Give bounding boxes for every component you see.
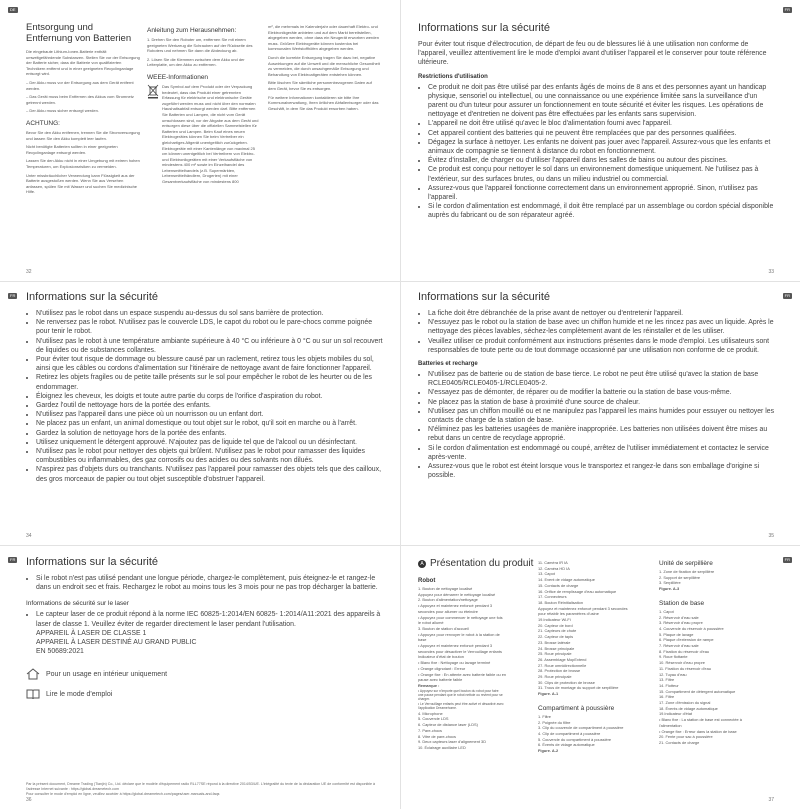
language-tag: FR (784, 7, 790, 12)
robot-col-3 (659, 560, 779, 746)
list-item: • Ne placez pas la station de base à proximité d'une source de chaleur. (428, 398, 778, 407)
language-tag: FR (10, 557, 16, 562)
list (418, 309, 778, 355)
achtung-block: Bevor Sie den Akku entfernen, trennen Sie die Stromversorgung und lassen Sie den Akku komplett leer laufen. Nicht benötigte Batterien sollten in einer geeigneten Recyclinganlage entsorgt werden. Lassen Sie den Akku nicht in einer Umgebung mit extrem hohen Temperaturen, um Explosionsrisiken zu vermeiden. Unter missbräuchlicher Verwendung kann Flüssigkeit aus der Batterie ausgestoßen werden. Wenn Sie aus Versehen anfassen, spülen Sie mit Wasser und suchen Sie medizinische Hilfe. (26, 129, 140, 195)
list-item: • Gardez la solution de nettoyage hors de la portée des enfants. (36, 429, 386, 438)
page-number: 35 (768, 533, 774, 539)
list-item: • N'essayez pas de démonter, de réparer ou de modifier la batterie ou la station de base vous-même. (428, 388, 778, 397)
read-manual-label: Lire le mode d'emploi (46, 690, 113, 698)
crossed-bin-icon (147, 84, 159, 99)
section-title: Informations de sécurité sur le laser (26, 600, 129, 608)
list-item: • Éloignez les cheveux, les doigts et toute autre partie du corps de l'orifice d'aspiration du robot. (36, 392, 386, 401)
list-item: • N'utilisez pas le robot dans un espace suspendu au-dessus du sol sans barrière de protection. (36, 309, 386, 318)
robot-col-1 (418, 578, 536, 751)
list-item: • Si le cordon d'alimentation est endommagé ou coupé, arrêtez de l'utiliser immédiatement et contactez le service après-vente. (428, 444, 778, 462)
laser-line: APPAREIL À LASER DE CLASSE 1 (36, 629, 147, 637)
page-title: Informations sur la sécurité (26, 291, 159, 303)
list-item: • Assurez-vous que l'appareil fonctionne correctement dans un environnement approprié. Sinon, n'utilisez pas l'appareil. (428, 184, 778, 202)
page-title: Informations sur la sécurité (26, 556, 159, 568)
section-title: Robot (418, 578, 436, 584)
list (26, 309, 386, 484)
list-item: • Assurez-vous que le robot est éteint lorsque vous le transportez et rangez-le dans son emballage d'origine si possible. (428, 462, 778, 480)
list-item: • Si le robot n'est pas utilisé pendant une longue période, chargez-le complètement, puis éteignez-le et rangez-le dans un endroit sec et frais. Rechargez le robot au moins tous les 3 mois pour ne pas trop décharger la batterie. (36, 574, 386, 592)
indoor-use-row (26, 668, 386, 680)
laser-line: EN 50689:2021 (36, 648, 84, 656)
list-item: • Ce produit ne doit pas être utilisé par des enfants âgés de moins de 8 ans et des personnes ayant un handicap physique, sensoriel ou intellectuel, ou une connaissance ou une expérience limitée sans la surveillance d'un parent ou d'un tuteur pour assurer un fonctionnement en toute sécurité et éviter les risques. Les opérations de nettoyage et d'entretien ne doivent pas être effectuées par les enfants sans supervision. (428, 83, 778, 120)
list-item: • Utilisez uniquement le détergent approuvé. N'ajoutez pas de liquide tel que de l'alcool ou un désinfectant. (36, 438, 386, 447)
content (26, 556, 386, 708)
list (26, 610, 386, 656)
page-35 (401, 282, 800, 545)
page-title: Présentation du produit (430, 558, 534, 569)
text-block: 1. Drehen Sie den Roboter um, entfernen Sie mit einem geeigneten Werkzeug die Schrauben auf der Rückseite des Roboters und nehmen Sie dann die Abdeckung ab. 2. Lösen Sie die Klemmen zwischen dem Akku und der Leiterplatte, um den Akku zu entfernen. (147, 37, 253, 68)
list-item: • N'utilisez pas le robot à une température ambiante supérieure à 40 °C ou inférieure à 0 °C ou sur un sol recouvert de liquides ou de substances collantes. (36, 337, 386, 355)
page-32 (0, 0, 400, 281)
list-item: • Si le cordon d'alimentation est endommagé, il doit être remplacé par un assemblage ou cordon spécial disponible auprès du fabricant ou de son réparateur agréé. (428, 202, 778, 220)
language-tag: FR (10, 293, 16, 298)
house-icon (26, 668, 40, 680)
page-title: Informations sur la sécurité (418, 22, 551, 34)
text-block: m², die mehrmals im Kalenderjahr oder dauerhaft Elektro- und Elektronikgeräte anbieten und auf dem Markt bereitstellen, abgegeben werden, ohne dass ein Neugerät erworben werden muss. Größere Elektrogeräte können kostenlos bei kommunalen Wertstoffhöfen abgegeben werden. Durch die korrekte Entsorgung tragen Sie dazu bei, negative Auswirkungen auf die Umwelt und die menschliche Gesundheit zu vermeiden, die durch unsachgemäße Entsorgung und Behandlung von Elektroaltgeräten entstehen können. Bitte löschen Sie sämtliche personenbezogenen Daten auf dem Gerät, bevor Sie es entsorgen. Für weitere Informationen kontaktieren sie bitte Ihre Kommunalverwaltung, Ihren örtlichen Abfallentsorger oder das Geschäft, in dem Sie das Produkt erworben haben. (268, 24, 380, 111)
text-block: Die eingebaute Lithium-Ionen-Batterie enthält umweltgefährdende Substanzen. Stellen Sie vor der Entsorgung der Batterie sicher, dass die Batterie von qualifizierten Technikern entfernt und in einer geeigneten Recyclinganlage entsorgt wird. – Der Akku muss vor der Entsorgung aus dem Gerät entfernt werden. – Das Gerät muss beim Entfernen des Akkus vom Stromnetz getrennt werden. – Der Akku muss sicher entsorgt werden. (26, 49, 140, 114)
laser-line: APPAREIL À LASER DESTINÉ AU GRAND PUBLIC (36, 639, 197, 647)
section-a-icon: A (418, 560, 426, 568)
list-item: • La fiche doit être débranchée de la prise avant de nettoyer ou d'entretenir l'appareil. (428, 309, 778, 318)
weee-block: Das Symbol auf dem Produkt oder der Verpackung bedeutet, dass das Produkt einer getrennten Erfassung für elektrische und elektronische Geräte zugeführt werden muss und nicht über den normalen Haushaltsabfall entsorgt werden darf. Bitte entfernen Sie Batterien und Lampen, die nicht vom Gerät umschlossen sind, vor der Abgabe aus dem Gerät und entsorgen diese über die offiziellen Sammelstellen für Batterien und Lampen. Beim Kauf eines neuen Elektrogerätes können Sie beim Vertreiber ein gleichartiges Altgerät unentgeltlich zurückgeben. Elektrogeräte mit einer Kantenlänge von maximal 25 cm können unentgeltlich bei Vertreibern von Elektro- und Elektronikgeräten mit einer Verkaufsfläche von mindestens 400 m² sowie im Einzelhandel des Lebensmittelhandels (z.B. Supermärkten, Lebensmittelhändlern, Drogerien) mit einer Gesamtverkaufsfläche von mindestens 800 (147, 84, 259, 188)
column-3 (268, 24, 380, 114)
section-title: Batteries et recharge (418, 361, 478, 368)
list-item: • N'utilisez pas un chiffon mouillé ou et ne manipulez pas l'appareil les mains humides pour essuyer ou nettoyer les contacts de charge de la station de base. (428, 407, 778, 425)
page-number: 37 (768, 797, 774, 803)
list-item: • N'utilisez pas l'appareil dans une pièce où un nourrisson ou un enfant dort. (36, 410, 386, 419)
page-33 (401, 0, 800, 281)
list-item: • Dégagez la surface à nettoyer. Les enfants ne doivent pas jouer avec l'appareil. Assurez-vous que les enfants et animaux de compagnie se tiennent à distance du robot en fonctionnement. (428, 138, 778, 156)
section-title: Anleitung zum Herausnehmen: (147, 27, 237, 34)
footer-text: Par la présent document, Dreame Trading (Tianjin) Co., Ltd. déclare que le modèle d'équipement radio RLL77SE répond à la directive 2014/53/UE. L'intégralité du texte de la déclaration UE de conformité est disponible à l'adresse Internet suivante : https://global.dreametech.com Pour consulter le mode d'emploi en ligne, veuillez accéder à https://global.dreametech.com/pages/user-manuals-and-faqs (26, 782, 376, 796)
section-title: Compartiment à poussière (538, 704, 615, 712)
page-37 (401, 546, 800, 809)
page-number: 32 (26, 269, 32, 275)
list-item: • Ne renversez pas le robot. N'utilisez pas le couvercle LDS, le capot du robot ou le pare-chocs comme poignée pour tenir le robot. (36, 318, 386, 336)
section-title: Restrictions d'utilisation (418, 73, 488, 80)
list-item: • Ce produit est conçu pour nettoyer le sol dans un environnement domestique uniquement. Ne l'utilisez pas à l'extérieur, sur des surfaces brutes, ou dans un milieu industriel ou commercial. (428, 165, 778, 183)
robot-list: 1. Bouton de nettoyage localisé Appuyez pour démarrer le nettoyage localisé 2. Bouton d'alimentation/nettoyage • Appuyez et maintenez enfoncé pendant 3 secondes pour allumer ou éteindre • Appuyez pour commencer le nettoyage une fois le robot allumé 3. Bouton de station d'accueil • Appuyez pour renvoyer le robot à la station de base • Appuyez et maintenez enfoncé pendant 3 secondes pour désactiver le Verrouillage enfants Indicateur d'état de bouton • Blanc fixe : Nettoyage ou lavage terminé • Orange clignotant : Erreur • Orange fixe : En attente avec batterie faible ou en pause avec batterie faible Remarque : • Appuyez sur n'importe quel bouton du robot pour faire une pause pendant que le robot nettoie ou revient pour se charger. • Le Verrouillage enfants peut être activé et désactivé avec l'application Dreamehome. 4. Microphone 5. Couvercle LDS 6. Capteur de distance laser (LDS) 7. Pare-chocs 8. Vitre de pare-chocs 9. Deux capteurs laser d'alignement 3D 10. Éclairage auxiliaire LED (418, 586, 507, 750)
page-34 (0, 282, 400, 545)
list-item: • Cet appareil contient des batteries qui ne peuvent être remplacées que par des personnes qualifiées. (428, 129, 778, 138)
content (26, 291, 386, 484)
list-item: • N'essuyez pas le robot ou la station de base avec un chiffon humide et ne les rincez pas avec un liquide. Après le nettoyage des pièces lavables, séchez-les complètement avant de les réinstaller et de les utiliser. (428, 318, 778, 336)
list (418, 83, 778, 221)
section-title: Unité de serpillière (659, 560, 713, 567)
language-tag: DE (10, 7, 16, 12)
list (26, 574, 386, 592)
list-item: • L'appareil ne doit être utilisé qu'avec le bloc d'alimentation fourni avec l'appareil. (428, 119, 778, 128)
language-tag: FR (784, 557, 790, 562)
list-item: • Veuillez utiliser ce produit conformément aux instructions présentes dans le mode d'emploi. Les utilisateurs sont responsables de toute perte ou de tout dommage occasionné par une utilisation non conforme de ce produit. (428, 337, 778, 355)
section-title: Station de base (659, 599, 705, 607)
page-title: Informations sur la sécurité (418, 291, 551, 303)
robot-list: 11. Caméra IR IA 12. Caméra HD IA 13. Capot 14. Event de vidage automatique 15. Contacts de charge 16. Orifice de remplissage d'eau automatique 17. Connecteurs 18. Bouton Réinitialisation Appuyez et maintenez enfoncé pendant 3 secondes pour rétablir les paramètres d'usine 19.Indicateur Wi-Fi 20. Capteur de bord 21. Capteurs de chute 22. Capteur de tapis 23. Brosse latérale 24. Brosse principale 25. Roue principale 26. Assemblage MopExtend 27. Roue omnidirectionnelle 28. Protection de brosse 29. Roue principale 30. Clips de protection de brosse 31. Trous de montage du support de serpillière Figure. A-1 (538, 560, 628, 697)
station-list: 1. Capot 2. Réservoir d'eau sale 3. Réservoir d'eau propre 4. Couvercle du réservoir à poussière 5. Plaque de lavage 6. Plaque d'extension de rampe 7. Réservoir d'eau sale 8. Fixation du réservoir d'eau 9. Roue flottante 10. Réservoir d'eau propre 11. Fixation du réservoir d'eau 12. Tuyau d'eau 13. Filtre 14. Flotteur 15. Compartiment de détergent automatique 16. Filtre 17. Zone d'émission du signal 18. Évents de vidage automatique 19.Indicateur d'état • Blanc fixe : La station de base est connectée à l'alimentation • Orange fixe : Erreur dans la station de base 20. Fente pour sac à poussière 21. Contacts de charge (659, 608, 742, 745)
manual-book-icon (26, 688, 40, 700)
page-36 (0, 546, 400, 809)
list-item: • Gardez l'outil de nettoyage hors de la portée des enfants. (36, 401, 386, 410)
page-number: 34 (26, 533, 32, 539)
laser-class-block (26, 629, 386, 657)
list-item: • Retirez les objets fragiles ou de petite taille présents sur le sol pour empêcher le robot de les heurter ou de les endommager. (36, 373, 386, 391)
column-1 (26, 22, 141, 198)
list-item: • Pour éviter tout risque de dommage ou blessure causé par un raclement, retirez tous les objets mobiles du sol, ainsi que les câbles ou cordons d'alimentation sur l'itinéraire de nettoyage avant de faire fonctionner l'appareil. (36, 355, 386, 373)
list-item: • N'utilisez pas de batterie ou de station de base tierce. Le robot ne peut être utilisé qu'avec la station de base RCLE0405/RCLE0405-1/RCLE0405-2. (428, 370, 778, 388)
page-number: 33 (768, 269, 774, 275)
list-item: • N'éliminez pas les batteries usagées de manière inappropriée. Les batteries non utilisées doivent être mises au rebut dans un centre de recyclage approprié. (428, 425, 778, 443)
list-item: • N'utilisez pas le robot pour nettoyer des objets qui brûlent. N'utilisez pas le robot pour ramasser des liquides combustibles ou inflammables, des gaz corrosifs ou des acides ou des solvants non dilués. (36, 447, 386, 465)
intro-text: Pour éviter tout risque d'électrocution, de départ de feu ou de blessures lié à une utilisation non conforme de l'appareil, veuillez attentivement lire le mode d'emploi avant d'utiliser l'appareil et le conserver pour toute référence ultérieure. (418, 41, 767, 67)
list-item: • N'aspirez pas d'objets durs ou tranchants. N'utilisez pas l'appareil pour ramasser des objets tels que des cailloux, des gros morceaux de papier ou tout objet susceptible d'obstruer l'appareil. (36, 465, 386, 483)
column-2 (147, 24, 259, 188)
read-manual-row (26, 688, 386, 700)
robot-col-2 (538, 560, 656, 754)
list (418, 370, 778, 480)
language-tag: FR (784, 293, 790, 298)
page-title: Entsorgung und Entfernung von Batterien (26, 22, 132, 44)
list-item: • Évitez d'installer, de charger ou d'utiliser l'appareil dans les salles de bains ou autour des piscines. (428, 156, 778, 165)
mop-list: 1. Zone de fixation de serpillière 2. Support de serpillière 3. Serpillière Figure. A-3 (659, 569, 715, 592)
content (418, 22, 778, 221)
list-item: • Ne placez pas un enfant, un animal domestique ou tout objet sur le robot, qu'il soit en marche ou à l'arrêt. (36, 419, 386, 428)
content (418, 291, 778, 480)
indoor-use-label: Pour un usage en intérieur uniquement (46, 670, 168, 678)
dustbin-list: 1. Filtre 2. Poignée du filtre 3. Clip du couvercle de compartiment à poussière 4. Clip de compartiment à poussière 5. Couvercle du compartiment à poussière 6. Évents de vidage automatique Figure. A-2 (538, 713, 624, 754)
list-item: • Le capteur laser de ce produit répond à la norme IEC 60825-1:2014/EN 60825- 1:2014/A11:2021 des appareils à laser de classe 1. Veuillez éviter de regarder directement le laser pendant l'utilisation. (36, 610, 386, 628)
achtung-title: ACHTUNG: (26, 119, 60, 127)
page-number: 36 (26, 797, 32, 803)
section-title: WEEE-Informationen (147, 73, 209, 81)
